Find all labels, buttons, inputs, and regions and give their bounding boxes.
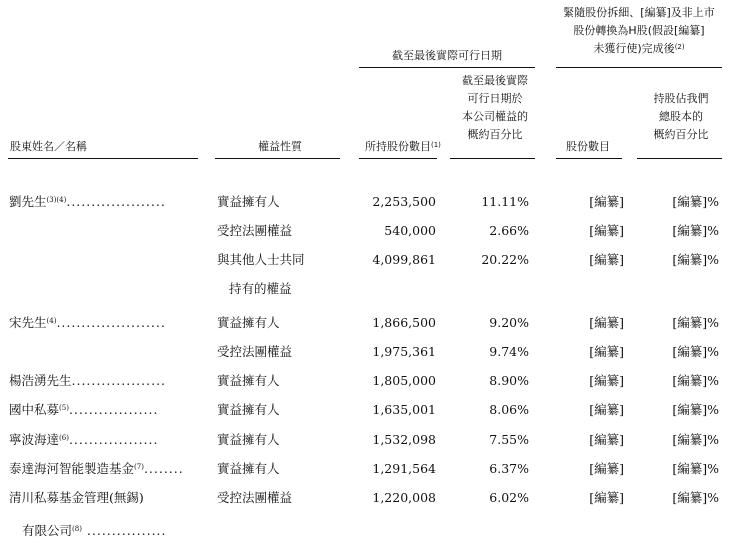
shareholder-note: (5) [59, 404, 69, 412]
shares-held: 4,099,861 [372, 252, 436, 267]
shareholder-note: (3)(4) [46, 196, 67, 204]
col-header-nature: 權益性質 [258, 140, 302, 153]
group-header-after-line-3-wrap [556, 40, 722, 58]
rule-col-name [8, 158, 198, 159]
pct-latest: 6.37% [489, 461, 529, 476]
shareholder-name-text-2: 有限公司 [22, 523, 73, 538]
shareholder-name [9, 459, 184, 479]
nature-of-interest: 實益擁有人 [217, 315, 280, 330]
col-header-pct-latest-line-3: 本公司權益的 [462, 110, 528, 123]
shareholder-name-text: 清川私募基金管理(無錫) [9, 490, 144, 505]
pct-latest: 7.55% [489, 432, 529, 447]
shares-after: [編纂] [589, 315, 624, 330]
pct-after: [編纂]% [672, 432, 719, 447]
pct-after: [編纂]% [672, 252, 719, 267]
shares-held: 2,253,500 [372, 194, 436, 209]
col-header-pct-after-line-1: 持股佔我們 [653, 92, 709, 105]
group-header-after-line-2: 股份轉換為H股(假設[編纂] [573, 24, 705, 37]
shares-held: 1,220,008 [372, 490, 436, 505]
col-header-pct-latest [450, 72, 540, 144]
shares-after: [編纂] [589, 223, 624, 238]
shareholder-note: (7) [134, 463, 144, 471]
col-header-pct-latest-line-4: 概約百分比 [467, 128, 523, 141]
shareholder-name-text: 宋先生 [9, 315, 47, 330]
col-header-shares-after: 股份數目 [566, 140, 610, 153]
pct-latest: 20.22% [481, 252, 529, 267]
pct-after: [編纂]% [672, 373, 719, 388]
pct-latest: 9.74% [489, 344, 529, 359]
col-header-shares-held [365, 138, 441, 156]
rule-group-after [556, 67, 722, 68]
nature-of-interest: 受控法團權益 [217, 490, 293, 505]
nature-of-interest-cont: 持有的權益 [229, 281, 292, 296]
pct-after: [編纂]% [672, 490, 719, 505]
dot-leader: ................... [71, 373, 167, 388]
group-header-latest: 截至最後實際可行日期 [392, 49, 502, 62]
shares-after: [編纂] [589, 490, 624, 505]
shareholder-note: (8) [72, 525, 82, 533]
dot-leader: ........ [143, 461, 184, 476]
nature-of-interest: 受控法團權益 [217, 223, 293, 238]
rule-col-shares-held [359, 158, 437, 159]
shareholder-name-text: 寧波海達 [9, 432, 60, 447]
shares-after: [編纂] [589, 461, 624, 476]
shareholder-name-text: 泰達海河智能製造基金 [9, 461, 135, 476]
col-header-pct-after-line-2: 總股本的 [659, 110, 703, 123]
nature-of-interest: 實益擁有人 [217, 432, 280, 447]
dot-leader: .................... [66, 194, 166, 209]
shareholder-name [9, 430, 158, 450]
shareholder-name [9, 488, 144, 508]
dot-leader: .................. [68, 432, 159, 447]
group-header-after [556, 4, 722, 58]
nature-of-interest: 實益擁有人 [217, 373, 280, 388]
shareholder-name-text: 楊浩湧先生 [9, 373, 72, 388]
shares-held: 1,291,564 [372, 461, 436, 476]
shareholder-name [9, 400, 158, 420]
shareholder-name-cont [22, 521, 167, 541]
shares-after: [編纂] [589, 344, 624, 359]
pct-after: [編纂]% [672, 402, 719, 417]
pct-latest: 2.66% [489, 223, 529, 238]
col-header-pct-latest-line-1: 截至最後實際 [462, 74, 528, 87]
dot-leader: ................ [81, 523, 167, 538]
group-header-after-line-1: 緊隨股份拆細、[編纂]及非上市 [563, 6, 715, 19]
shares-after: [編纂] [589, 432, 624, 447]
nature-of-interest: 實益擁有人 [217, 402, 280, 417]
pct-latest: 11.11% [481, 194, 529, 209]
col-header-name: 股東姓名／名稱 [10, 140, 87, 153]
col-header-shares-held-note: (1) [431, 141, 441, 149]
shareholder-name [9, 371, 166, 391]
shareholder-name [9, 313, 166, 333]
shareholder-name-text: 國中私募 [9, 402, 60, 417]
nature-of-interest: 與其他人士共同 [217, 252, 305, 267]
dot-leader: .................. [68, 402, 159, 417]
dot-leader: ...................... [56, 315, 166, 330]
col-header-pct-after-line-3: 概約百分比 [653, 128, 709, 141]
shares-held: 1,975,361 [372, 344, 436, 359]
shares-held: 1,635,001 [372, 402, 436, 417]
col-header-shares-held-label: 所持股份數目 [365, 140, 431, 153]
shares-after: [編纂] [589, 373, 624, 388]
shares-after: [編纂] [589, 402, 624, 417]
shares-held: 1,866,500 [372, 315, 436, 330]
pct-latest: 8.06% [489, 402, 529, 417]
nature-of-interest: 實益擁有人 [217, 461, 280, 476]
pct-after: [編纂]% [672, 461, 719, 476]
pct-latest: 6.02% [489, 490, 529, 505]
nature-of-interest: 實益擁有人 [217, 194, 280, 209]
rule-col-pct-after [637, 158, 722, 159]
pct-after: [編纂]% [672, 223, 719, 238]
shareholder-note: (6) [59, 434, 69, 442]
shareholder-name-text: 劉先生 [9, 194, 47, 209]
pct-after: [編纂]% [672, 344, 719, 359]
pct-after: [編纂]% [672, 194, 719, 209]
col-header-pct-after [636, 90, 726, 144]
shares-held: 1,532,098 [372, 432, 436, 447]
shareholder-note: (4) [46, 317, 57, 325]
col-header-pct-latest-line-2: 可行日期於 [467, 92, 523, 105]
rule-group-latest [359, 67, 535, 68]
shares-held: 540,000 [384, 223, 436, 238]
rule-col-shares-after [556, 158, 622, 159]
rule-col-nature [215, 158, 340, 159]
shareholder-name [9, 192, 166, 212]
pct-latest: 8.90% [489, 373, 529, 388]
group-header-after-note: (2) [674, 43, 685, 51]
pct-after: [編纂]% [672, 315, 719, 330]
pct-latest: 9.20% [489, 315, 529, 330]
group-header-after-line-3: 未獲行使)完成後 [593, 42, 675, 55]
nature-of-interest: 受控法團權益 [217, 344, 293, 359]
shares-held: 1,805,000 [372, 373, 436, 388]
shares-after: [編纂] [589, 252, 624, 267]
shares-after: [編纂] [589, 194, 624, 209]
rule-col-pct-latest [450, 158, 535, 159]
